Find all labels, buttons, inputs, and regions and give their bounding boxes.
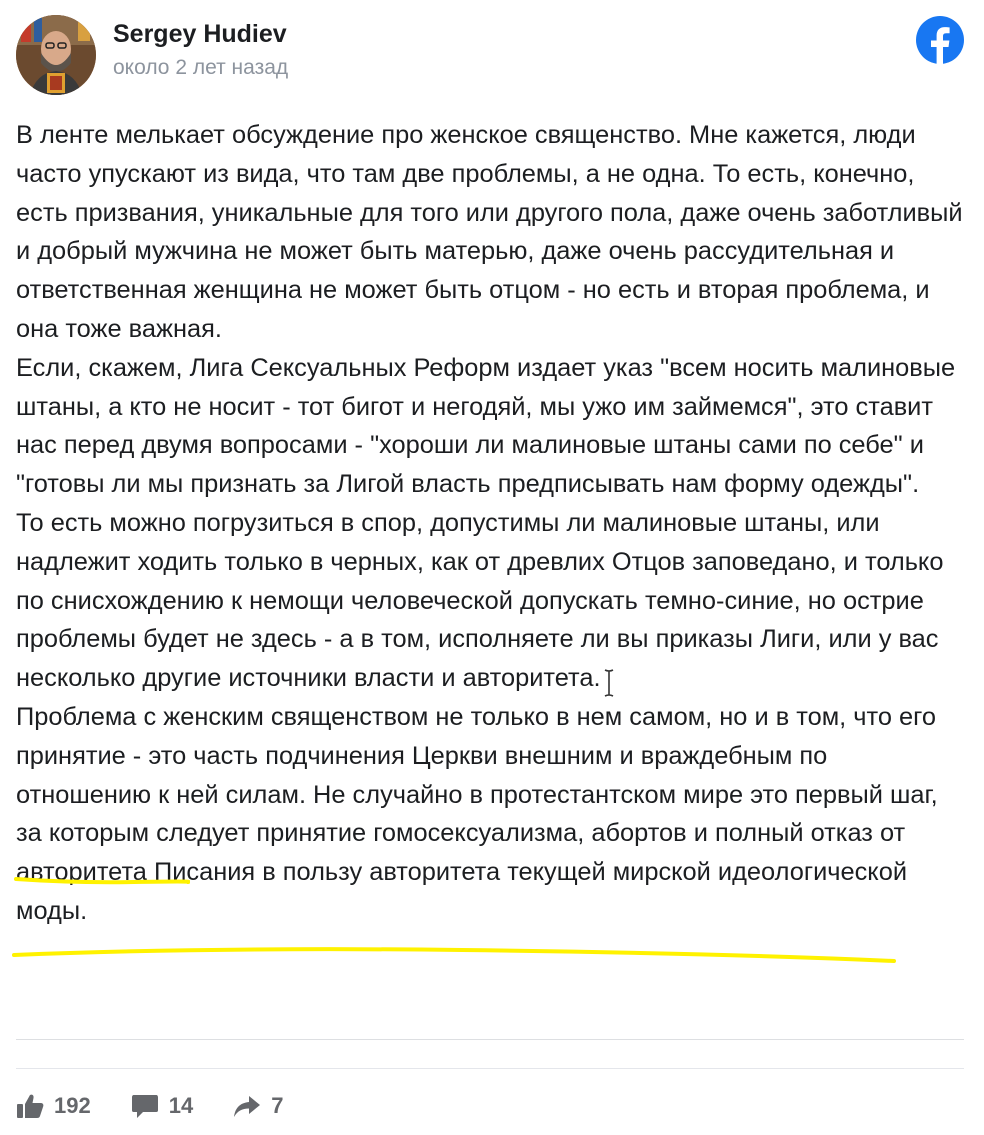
share-count-value: 7	[271, 1093, 284, 1118]
post-paragraph	[16, 698, 968, 931]
thumbs-up-icon	[16, 1093, 44, 1119]
post-body	[16, 116, 968, 931]
divider	[16, 1068, 964, 1069]
share-count[interactable]	[233, 1093, 283, 1119]
highlight-underline	[14, 874, 190, 886]
highlighted-text: враждебным	[640, 741, 793, 770]
post-paragraph: Если, скажем, Лига Сексуальных Реформ издает указ "всем носить малиновые штаны, а кто не носит - тот бигот и негодяй, мы ужо им займемся", это ставит нас перед двумя вопросами - "хороши ли малиновые штаны сами по себе" и "готовы ли мы признать за Лигой власть предписывать нам форму одежды".	[16, 353, 956, 499]
post-timestamp[interactable]: около 2 лет назад	[113, 56, 289, 79]
comment-count-value: 14	[168, 1093, 194, 1118]
comment-count[interactable]	[131, 1093, 193, 1119]
post-text: Проблема с женским священством не только в нем самом, но и в том, что его принятие - это часть подчинения Церкви внешним и	[16, 702, 936, 770]
post-text: в пользу авторитета текущей мирской идеологической моды.	[16, 858, 908, 925]
highlight-underline	[12, 941, 896, 967]
avatar[interactable]	[16, 15, 96, 95]
speech-bubble-icon	[131, 1093, 159, 1119]
like-count[interactable]	[16, 1093, 91, 1119]
text-cursor-icon	[603, 668, 615, 698]
post-header	[0, 0, 984, 100]
highlighted-text: гомосексуализма, абортов и полный отказ от авторитета Писания	[16, 819, 906, 887]
facebook-icon[interactable]	[916, 16, 964, 64]
post-text: по отношению к ней силам. Не случайно в протестантском мире это первый шаг, за которым следует принятие	[16, 741, 938, 848]
post-paragraph: То есть можно погрузиться в спор, допустимы ли малиновые штаны, или надлежит ходить только в черных, как от древлих Отцов заповедано, и только по снисхождению к немощи человеческой допускать темно-синие, но острие проблемы будет не здесь - а в том, исполняете ли вы приказы Лиги, или у вас несколько другие источники власти и авторитета.	[16, 508, 944, 693]
like-count-value: 192	[54, 1093, 91, 1118]
engagement-bar	[16, 1088, 323, 1124]
post-paragraph: В ленте мелькает обсуждение про женское священство. Мне кажется, люди часто упускают из вида, что там две проблемы, а не одна. То есть, конечно, есть призвания, уникальные для того или другого пола, даже очень заботливый и добрый мужчина не может быть матерью, даже очень рассудительная и ответственная женщина не может быть отцом - но есть и вторая проблема, и она тоже важная.	[16, 121, 963, 343]
author-name[interactable]: Sergey Hudiev	[113, 20, 287, 48]
share-arrow-icon	[233, 1093, 261, 1119]
divider	[16, 1039, 964, 1040]
